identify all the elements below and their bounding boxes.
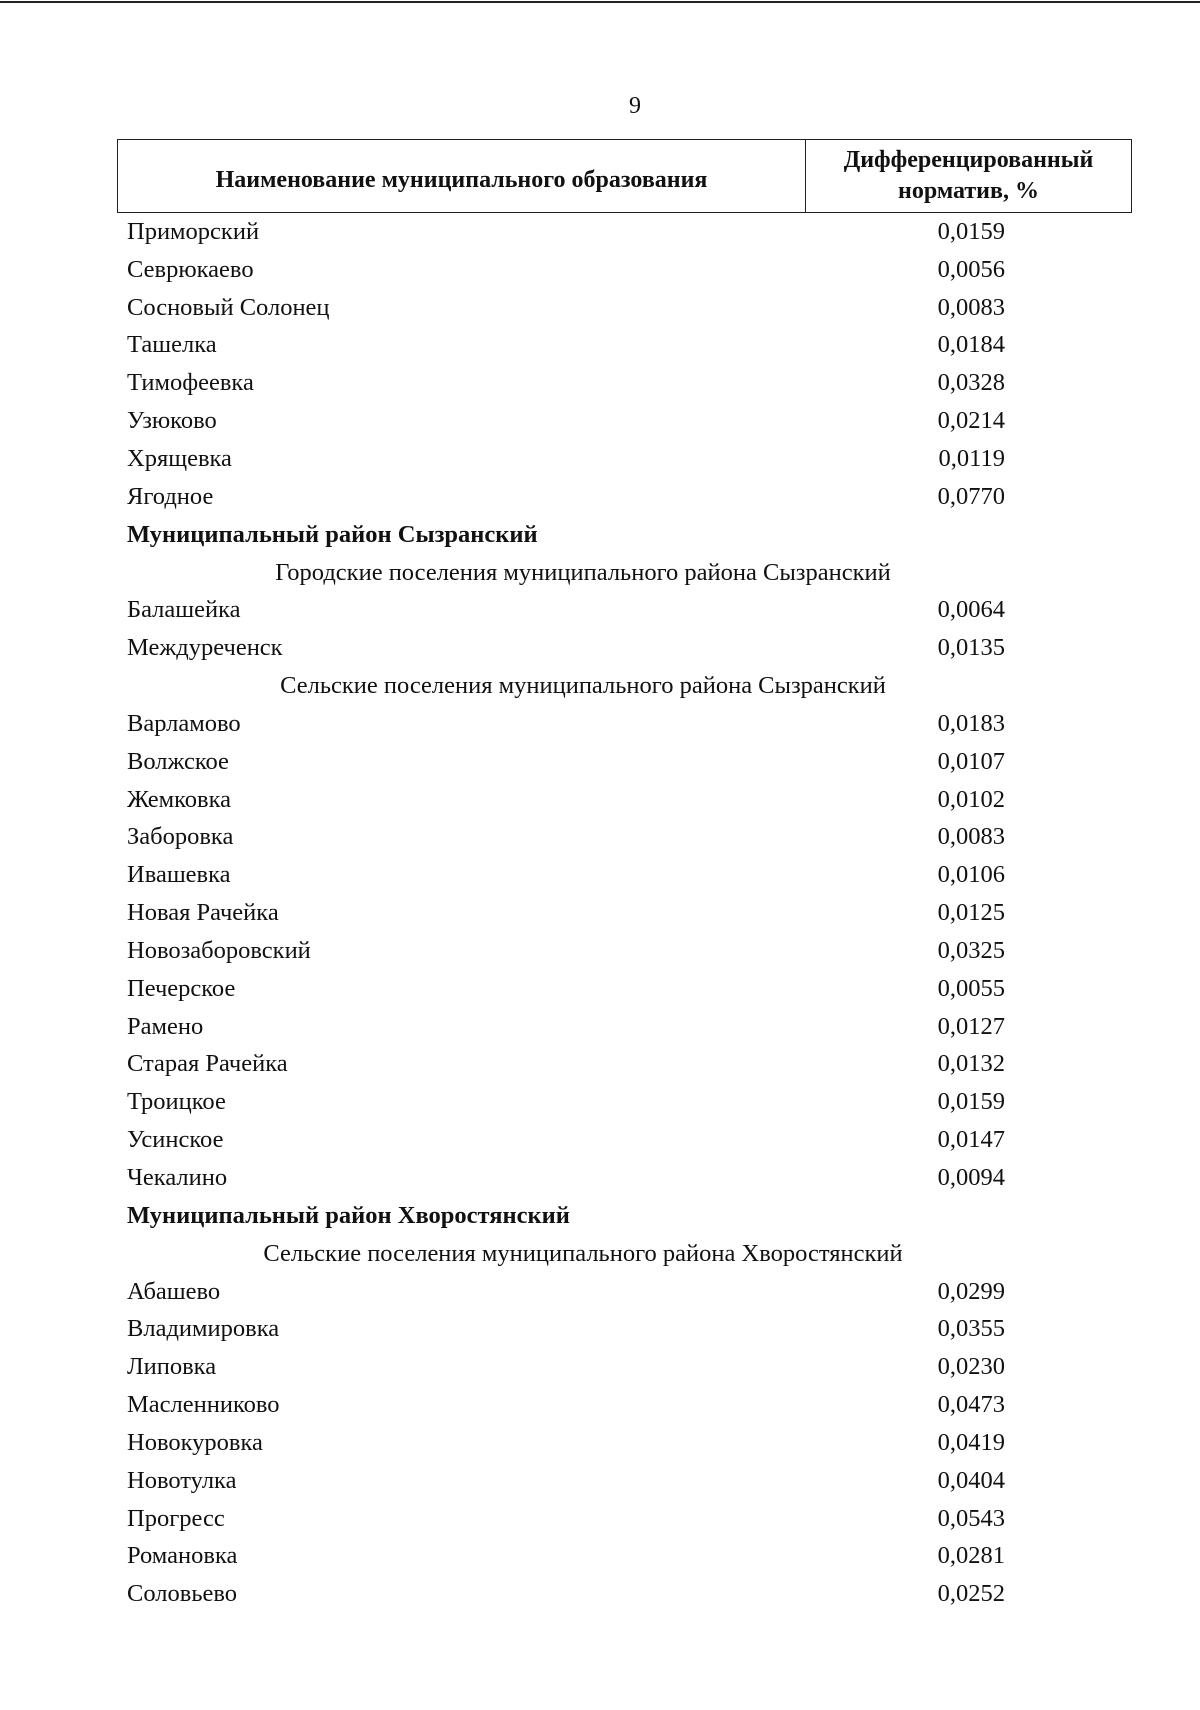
normative-value: 0,0147	[937, 1126, 1005, 1154]
municipality-name: Балашейка	[127, 596, 241, 624]
settlement-group-heading	[127, 1235, 1027, 1273]
normative-value: 0,0119	[938, 444, 1005, 472]
table-row	[127, 327, 1027, 365]
normative-value: 0,0183	[937, 709, 1005, 737]
table-row	[127, 1462, 1027, 1500]
normative-value: 0,0281	[937, 1542, 1005, 1570]
section-title: Муниципальный район Хворостянский	[127, 1201, 570, 1229]
table-row	[127, 289, 1027, 327]
table-row	[127, 1424, 1027, 1462]
header-norm-line1: Дифференцированный	[843, 147, 1094, 173]
table-row	[127, 1083, 1027, 1121]
municipality-name: Старая Рачейка	[127, 1050, 288, 1078]
table-row	[127, 1159, 1027, 1197]
municipality-name: Приморский	[127, 217, 260, 245]
municipality-name: Соловьево	[127, 1580, 238, 1608]
table-row	[127, 819, 1027, 857]
header-norm-line2: норматив, %	[898, 178, 1039, 204]
normative-value: 0,0055	[937, 974, 1005, 1002]
table-row	[127, 629, 1027, 667]
municipality-name: Печерское	[127, 974, 236, 1002]
table-row	[127, 970, 1027, 1008]
table-row	[127, 856, 1027, 894]
table-row	[127, 1310, 1027, 1348]
normative-value: 0,0083	[937, 293, 1005, 321]
table-row	[127, 894, 1027, 932]
normative-value: 0,0159	[937, 217, 1005, 245]
settlement-group-heading	[127, 554, 1027, 592]
section-title: Муниципальный район Сызранский	[127, 520, 538, 548]
normative-value: 0,0230	[937, 1353, 1005, 1381]
municipality-name: Варламово	[127, 709, 241, 737]
municipality-name: Чекалино	[127, 1164, 228, 1192]
normative-value: 0,0543	[937, 1504, 1005, 1532]
municipality-name: Владимировка	[127, 1315, 280, 1343]
municipality-name: Севрюкаево	[127, 255, 254, 283]
table-row	[127, 1348, 1027, 1386]
municipality-name: Ягодное	[127, 482, 214, 510]
municipality-name: Новотулка	[127, 1466, 237, 1494]
normative-value: 0,0184	[937, 331, 1005, 359]
header-name-column: Наименование муниципального образования	[118, 140, 806, 212]
table-row	[127, 1538, 1027, 1576]
normative-value: 0,0102	[937, 785, 1005, 813]
municipality-name: Новая Рачейка	[127, 899, 279, 927]
normative-value: 0,0328	[937, 369, 1005, 397]
table-row	[127, 478, 1027, 516]
normative-value: 0,0135	[937, 634, 1005, 662]
municipality-name: Липовка	[127, 1353, 217, 1381]
municipality-name: Жемковка	[127, 785, 231, 813]
municipality-name: Хрящевка	[127, 444, 232, 472]
section-title: Сельские поселения муниципального района Хворостянский	[263, 1239, 903, 1267]
normative-value: 0,0056	[937, 255, 1005, 283]
table-row	[127, 440, 1027, 478]
normative-value: 0,0125	[937, 899, 1005, 927]
district-heading	[127, 1197, 1027, 1235]
municipality-name: Тимофеевка	[127, 369, 254, 397]
normative-value: 0,0299	[937, 1277, 1005, 1305]
page-number: 9	[629, 93, 641, 119]
table-row	[127, 591, 1027, 629]
municipality-name: Новозаборовский	[127, 936, 311, 964]
municipality-name: Ташелка	[127, 331, 217, 359]
table-header	[117, 139, 1132, 213]
normative-value: 0,0127	[937, 1012, 1005, 1040]
municipality-name: Заборовка	[127, 823, 234, 851]
normative-value: 0,0770	[937, 482, 1005, 510]
table-row	[127, 743, 1027, 781]
table-row	[127, 1008, 1027, 1046]
normative-value: 0,0107	[937, 747, 1005, 775]
normative-value: 0,0404	[937, 1466, 1005, 1494]
municipality-name: Ивашевка	[127, 861, 231, 889]
table-row	[127, 1386, 1027, 1424]
table-row	[127, 213, 1027, 251]
table-row	[127, 1046, 1027, 1084]
municipality-name: Троицкое	[127, 1088, 226, 1116]
municipality-name: Романовка	[127, 1542, 238, 1570]
table-row	[127, 1500, 1027, 1538]
municipality-name: Усинское	[127, 1126, 224, 1154]
municipality-name: Прогресс	[127, 1504, 225, 1532]
table-row	[127, 402, 1027, 440]
normative-value: 0,0159	[937, 1088, 1005, 1116]
normative-value: 0,0132	[937, 1050, 1005, 1078]
normative-value: 0,0106	[937, 861, 1005, 889]
table-body	[127, 213, 1027, 1613]
district-heading	[127, 516, 1027, 554]
table-row	[127, 1575, 1027, 1613]
normative-value: 0,0083	[937, 823, 1005, 851]
table-row	[127, 364, 1027, 402]
normative-value: 0,0355	[937, 1315, 1005, 1343]
municipality-name: Новокуровка	[127, 1428, 263, 1456]
municipality-name: Междуреченск	[127, 634, 283, 662]
normative-value: 0,0473	[937, 1391, 1005, 1419]
municipality-name: Узюково	[127, 407, 217, 435]
normative-value: 0,0419	[937, 1428, 1005, 1456]
table-row	[127, 1273, 1027, 1311]
section-title: Городские поселения муниципального района Сызранский	[275, 558, 891, 586]
top-border-line	[0, 1, 1200, 3]
normative-value: 0,0214	[937, 407, 1005, 435]
section-title: Сельские поселения муниципального района Сызранский	[280, 672, 886, 700]
municipality-name: Сосновый Солонец	[127, 293, 330, 321]
municipality-name: Волжское	[127, 747, 229, 775]
normative-value: 0,0064	[937, 596, 1005, 624]
header-norm-column	[806, 140, 1131, 212]
municipality-name: Масленниково	[127, 1391, 280, 1419]
table-row	[127, 705, 1027, 743]
municipality-name: Рамено	[127, 1012, 204, 1040]
settlement-group-heading	[127, 667, 1027, 705]
table-row	[127, 781, 1027, 819]
normative-value: 0,0252	[937, 1580, 1005, 1608]
normative-value: 0,0325	[937, 936, 1005, 964]
table-row	[127, 932, 1027, 970]
table-row	[127, 1121, 1027, 1159]
municipality-name: Абашево	[127, 1277, 221, 1305]
table-row	[127, 251, 1027, 289]
normative-value: 0,0094	[937, 1164, 1005, 1192]
